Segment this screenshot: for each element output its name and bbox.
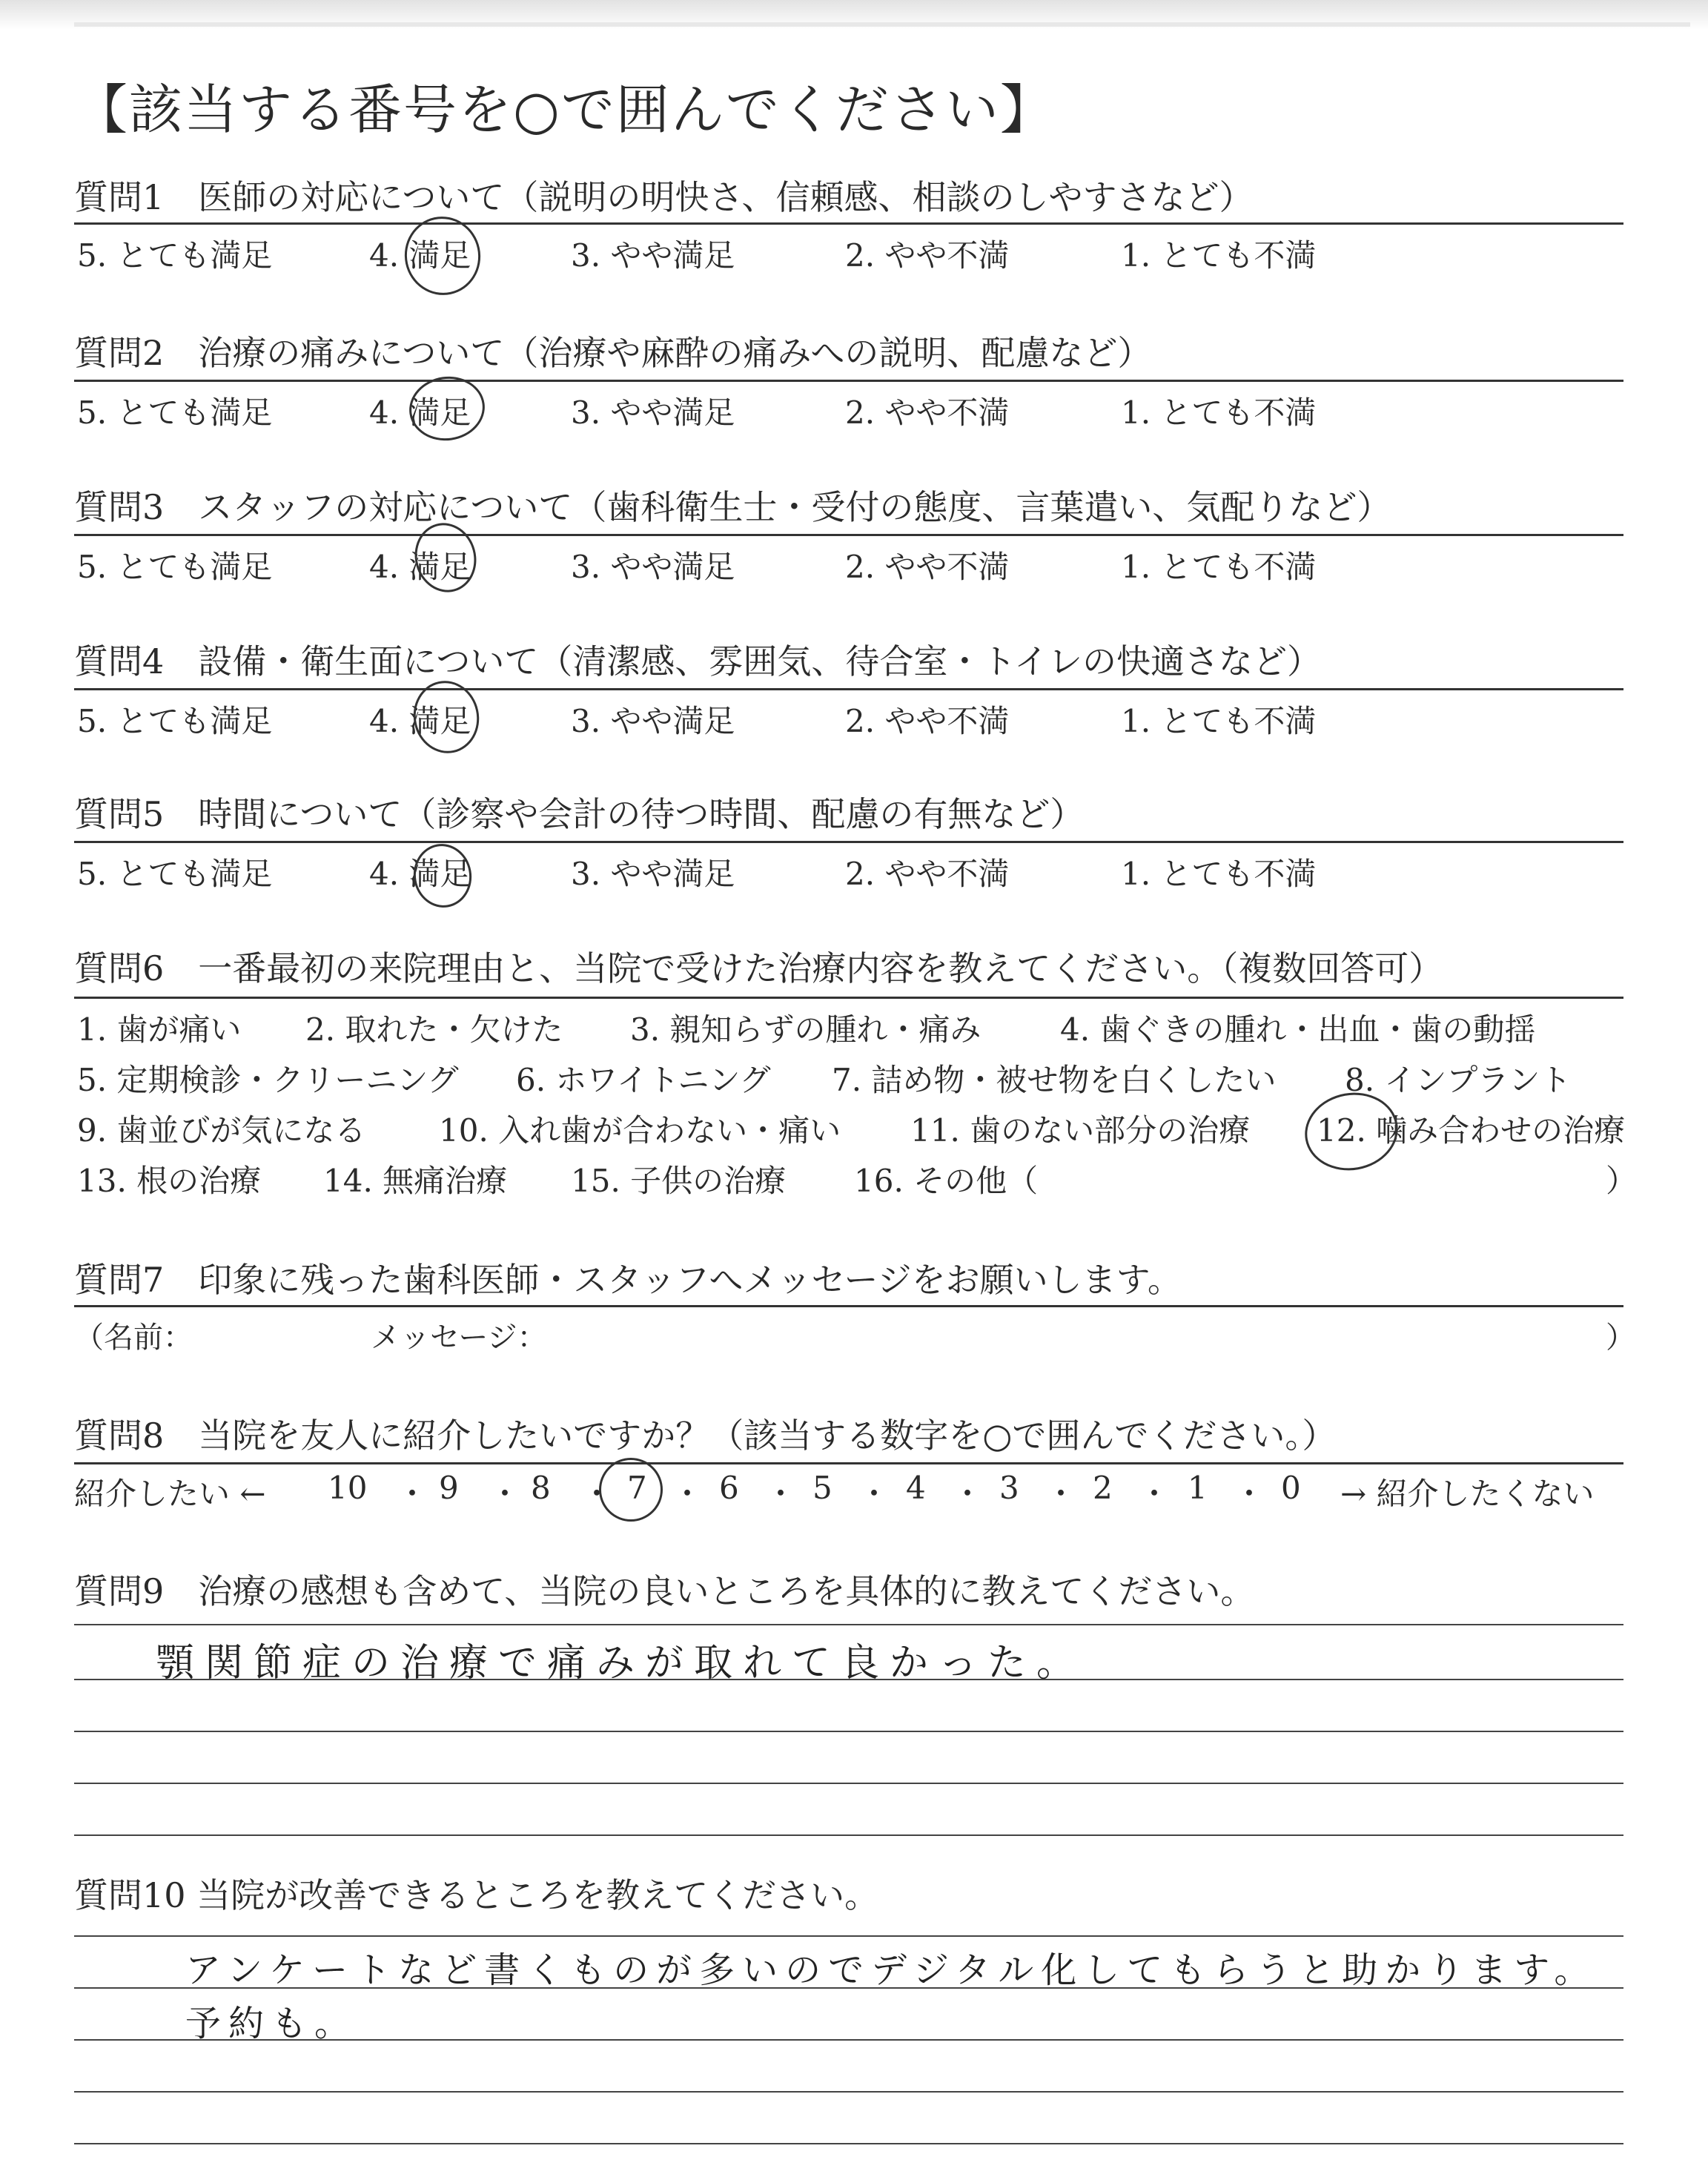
- q5-option-3[interactable]: 3. やや満足: [571, 856, 735, 892]
- q8-scale-8[interactable]: 8: [531, 1470, 551, 1506]
- q9-answer-line: [74, 1834, 1623, 1836]
- q6-rule: [74, 997, 1623, 999]
- q5-option-2[interactable]: 2. やや不満: [845, 856, 1010, 892]
- q8-scale-6[interactable]: 6: [719, 1470, 739, 1506]
- q8-dot: ・: [1139, 1476, 1171, 1512]
- q5-option-1[interactable]: 1. とても不満: [1121, 856, 1317, 892]
- q4-option-1[interactable]: 1. とても不満: [1121, 703, 1317, 739]
- q6-option-16[interactable]: 16. その他（: [854, 1163, 1039, 1199]
- q6-option-12[interactable]: 12. 噛み合わせの治療: [1317, 1112, 1626, 1149]
- q3-option-5[interactable]: 5. とても満足: [77, 549, 273, 585]
- q6-option-10[interactable]: 10. 入れ歯が合わない・痛い: [439, 1112, 841, 1149]
- q10-answer-line: [74, 2091, 1623, 2093]
- q6-option-1[interactable]: 1. 歯が痛い: [77, 1011, 242, 1048]
- q8-dot: ・: [489, 1476, 521, 1512]
- q2-option-5[interactable]: 5. とても満足: [77, 394, 273, 431]
- q3-heading: 質問3 スタッフの対応について（歯科衛生士・受付の態度、言葉遣い、気配りなど）: [74, 487, 1391, 527]
- q8-scale-0[interactable]: 0: [1281, 1470, 1301, 1506]
- q3-rule: [74, 534, 1623, 536]
- q10-handwritten-answer-line2[interactable]: 予約も。: [185, 2003, 358, 2044]
- q2-rule: [74, 380, 1623, 382]
- q7-message-label[interactable]: メッセージ：: [371, 1321, 547, 1355]
- q7-name-label[interactable]: （名前：: [74, 1321, 193, 1355]
- q1-rule: [74, 222, 1623, 225]
- q2-heading: 質問2 治療の痛みについて（治療や麻酔の痛みへの説明、配慮など）: [74, 333, 1152, 373]
- q6-option-5[interactable]: 5. 定期検診・クリーニング: [77, 1062, 459, 1098]
- q6-option-14[interactable]: 14. 無痛治療: [323, 1163, 508, 1199]
- q4-option-2[interactable]: 2. やや不満: [845, 703, 1010, 739]
- q10-answer-line: [74, 1935, 1623, 1937]
- q8-dot: ・: [1045, 1476, 1077, 1512]
- q6-option-13[interactable]: 13. 根の治療: [77, 1163, 262, 1199]
- q8-dot: ・: [397, 1476, 428, 1512]
- q6-option-4[interactable]: 4. 歯ぐきの腫れ・出血・歯の動揺: [1060, 1011, 1536, 1048]
- q9-handwritten-answer[interactable]: 顎関節症の治療で痛みが取れて良かった。: [156, 1641, 1086, 1685]
- q8-right-label: → 紹介したくない: [1340, 1476, 1595, 1512]
- scan-top-rule: [74, 22, 1690, 27]
- form-title: 【該当する番号を○で囲んでください】: [74, 79, 1055, 141]
- q8-selection-circle: [599, 1458, 663, 1522]
- q6-option-8[interactable]: 8. インプラント: [1345, 1062, 1572, 1098]
- q9-answer-line: [74, 1624, 1623, 1625]
- q7-heading: 質問7 印象に残った歯科医師・スタッフへメッセージをお願いします。: [74, 1260, 1182, 1300]
- q2-option-4[interactable]: 4. 満足: [369, 394, 471, 431]
- q4-option-4[interactable]: 4. 満足: [369, 703, 471, 739]
- q8-heading: 質問8 当院を友人に紹介したいですか？（該当する数字を○で囲んでください。）: [74, 1416, 1337, 1456]
- q3-option-4[interactable]: 4. 満足: [369, 549, 471, 585]
- q5-heading: 質問5 時間について（診察や会計の待つ時間、配慮の有無など）: [74, 794, 1085, 834]
- q4-rule: [74, 688, 1623, 690]
- q3-option-3[interactable]: 3. やや満足: [571, 549, 735, 585]
- q2-option-3[interactable]: 3. やや満足: [571, 394, 735, 431]
- q3-option-2[interactable]: 2. やや不満: [845, 549, 1010, 585]
- q4-option-5[interactable]: 5. とても満足: [77, 703, 273, 739]
- q8-dot: ・: [952, 1476, 984, 1512]
- q8-scale-4[interactable]: 4: [906, 1470, 926, 1506]
- q9-answer-line: [74, 1731, 1623, 1732]
- q8-scale-2[interactable]: 2: [1093, 1470, 1113, 1506]
- q8-rule: [74, 1462, 1623, 1464]
- q8-dot: ・: [765, 1476, 797, 1512]
- q8-dot: ・: [1234, 1476, 1265, 1512]
- q7-close-paren: ）: [1606, 1321, 1635, 1355]
- q1-option-5[interactable]: 5. とても満足: [77, 237, 273, 274]
- q2-option-2[interactable]: 2. やや不満: [845, 394, 1010, 431]
- q10-heading: 質問10 当院が改善できるところを教えてください。: [74, 1875, 879, 1915]
- q6-heading: 質問6 一番最初の来院理由と、当院で受けた治療内容を教えてください。（複数回答可）: [74, 948, 1443, 988]
- q1-heading: 質問1 医師の対応について（説明の明快さ、信頼感、相談のしやすさなど）: [74, 177, 1254, 217]
- q8-dot: ・: [858, 1476, 890, 1512]
- q6-option-15[interactable]: 15. 子供の治療: [571, 1163, 787, 1199]
- q10-handwritten-answer-line1[interactable]: アンケートなど書くものが多いのでデジタル化してもらうと助かります。: [185, 1949, 1598, 1991]
- q6-option-6[interactable]: 6. ホワイトニング: [516, 1062, 771, 1098]
- q8-left-label: 紹介したい ←: [74, 1476, 266, 1512]
- q3-option-1[interactable]: 1. とても不満: [1121, 549, 1317, 585]
- q1-option-2[interactable]: 2. やや不満: [845, 237, 1010, 274]
- q8-scale-5[interactable]: 5: [812, 1470, 833, 1506]
- q2-option-1[interactable]: 1. とても不満: [1121, 394, 1317, 431]
- q5-option-4[interactable]: 4. 満足: [369, 856, 471, 892]
- q2-selection-circle: [406, 371, 489, 445]
- q7-rule: [74, 1305, 1623, 1307]
- q6-option-11[interactable]: 11. 歯のない部分の治療: [910, 1112, 1251, 1149]
- q8-scale-1[interactable]: 1: [1188, 1470, 1208, 1506]
- q8-scale-3[interactable]: 3: [999, 1470, 1019, 1506]
- q4-option-3[interactable]: 3. やや満足: [571, 703, 735, 739]
- q8-dot: ・: [672, 1476, 704, 1512]
- q10-answer-line: [74, 2143, 1623, 2144]
- q5-option-5[interactable]: 5. とても満足: [77, 856, 273, 892]
- q8-scale-7[interactable]: 7: [627, 1470, 647, 1506]
- q8-scale-9[interactable]: 9: [439, 1470, 459, 1506]
- q9-answer-line: [74, 1783, 1623, 1784]
- q8-scale-10[interactable]: 10: [328, 1470, 368, 1506]
- q1-option-4[interactable]: 4. 満足: [369, 237, 471, 274]
- q6-option-3[interactable]: 3. 親知らずの腫れ・痛み: [630, 1011, 982, 1048]
- q9-heading: 質問9 治療の感想も含めて、当院の良いところを具体的に教えてください。: [74, 1571, 1255, 1611]
- q6-other-close-paren: ）: [1606, 1163, 1638, 1199]
- q6-option-2[interactable]: 2. 取れた・欠けた: [305, 1011, 563, 1048]
- q6-option-9[interactable]: 9. 歯並びが気になる: [77, 1112, 366, 1149]
- q1-option-3[interactable]: 3. やや満足: [571, 237, 735, 274]
- q5-rule: [74, 841, 1623, 843]
- q1-option-1[interactable]: 1. とても不満: [1121, 237, 1317, 274]
- q4-heading: 質問4 設備・衛生面について（清潔感、雰囲気、待合室・トイレの快適さなど）: [74, 641, 1322, 681]
- q8-dot: ・: [581, 1476, 613, 1512]
- q6-option-7[interactable]: 7. 詰め物・被せ物を白くしたい: [832, 1062, 1277, 1098]
